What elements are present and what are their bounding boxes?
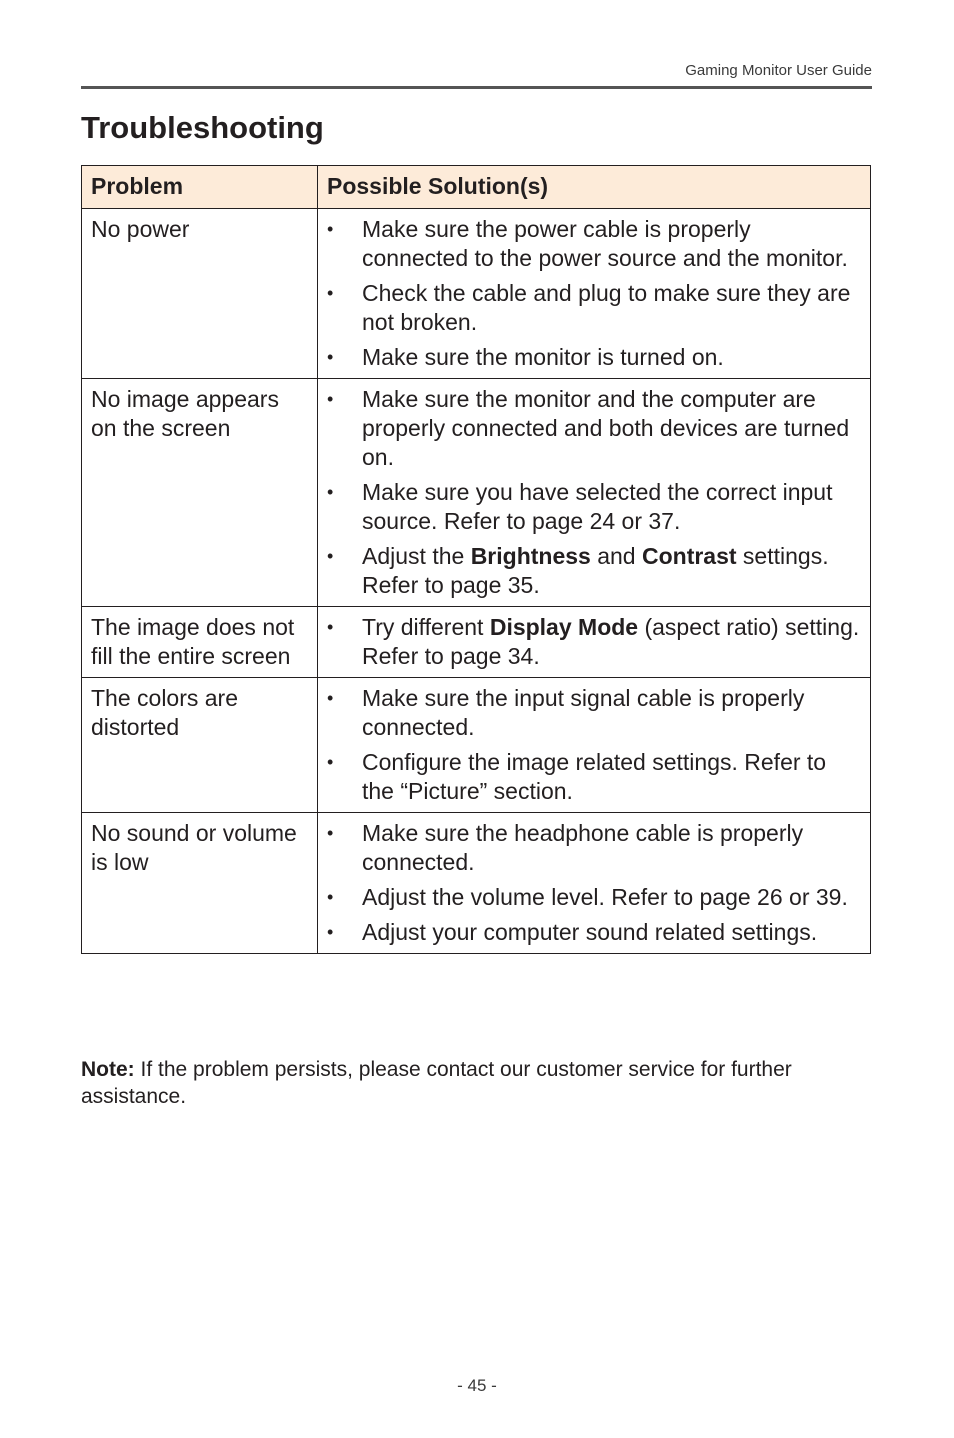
problem-cell: No image appears on the screen (82, 379, 318, 607)
solution-item (327, 748, 860, 806)
troubleshooting-table (81, 165, 871, 954)
bullet-icon: • (327, 389, 334, 409)
solution-list (327, 819, 860, 947)
table-row (82, 678, 871, 813)
solution-item (327, 215, 860, 273)
running-header: Gaming Monitor User Guide (685, 62, 872, 79)
solutions-cell (318, 379, 871, 607)
setting-name-contrast: Contrast (641, 543, 737, 569)
solution-text: Make sure the monitor and the computer are properly connected and both devices are turned on. (362, 386, 850, 470)
solutions-cell (318, 607, 871, 678)
solution-text: Make sure the input signal cable is properly connected. (362, 685, 805, 740)
solution-text: Make sure the monitor is turned on. (362, 344, 724, 370)
bullet-icon: • (327, 617, 334, 637)
solution-text (362, 614, 859, 669)
solution-text: Adjust the volume level. Refer to page 26 or 39. (362, 884, 848, 910)
solution-item (327, 684, 860, 742)
solution-text: Check the cable and plug to make sure they are not broken. (362, 280, 851, 335)
problem-cell: No power (82, 209, 318, 379)
solution-text (362, 543, 829, 598)
solution-item (327, 478, 860, 536)
page-number: - 45 - (457, 1376, 497, 1395)
solutions-cell (318, 209, 871, 379)
bullet-icon: • (327, 546, 334, 566)
problem-cell: The image does not fill the entire screen (82, 607, 318, 678)
solution-text: Make sure you have selected the correct input source. Refer to page 24 or 37. (362, 479, 833, 534)
solution-text: Adjust your computer sound related settings. (362, 919, 818, 945)
solution-item (327, 918, 860, 947)
bullet-icon: • (327, 922, 334, 942)
column-header-problem: Problem (82, 166, 318, 209)
solution-list (327, 613, 860, 671)
bullet-icon: • (327, 752, 334, 772)
column-header-solutions: Possible Solution(s) (318, 166, 871, 209)
header-divider (81, 86, 872, 89)
problem-cell: No sound or volume is low (82, 813, 318, 954)
table-row (82, 607, 871, 678)
solution-list (327, 215, 860, 372)
solution-text-part: Try different (362, 614, 490, 640)
page-title: Troubleshooting (81, 110, 324, 145)
solution-text-part: and (590, 543, 642, 569)
solution-list (327, 684, 860, 806)
solution-item (327, 279, 860, 337)
table-header-row (82, 166, 871, 209)
bullet-icon: • (327, 283, 334, 303)
bullet-icon: • (327, 482, 334, 502)
solution-item (327, 883, 860, 912)
solution-text-part: Adjust the (362, 543, 471, 569)
problem-cell: The colors are distorted (82, 678, 318, 813)
note-paragraph (81, 1056, 871, 1110)
solution-list (327, 385, 860, 600)
setting-name-display-mode: Display Mode (489, 614, 639, 640)
solution-text: Make sure the power cable is properly connected to the power source and the monitor. (362, 216, 848, 271)
solution-item (327, 343, 860, 372)
bullet-icon: • (327, 823, 334, 843)
bullet-icon: • (327, 887, 334, 907)
solution-text: Make sure the headphone cable is properly connected. (362, 820, 804, 875)
table-row (82, 379, 871, 607)
solution-item (327, 819, 860, 877)
table-row (82, 813, 871, 954)
solution-text-part: (aspect ratio) setting. Refer to page 34. (362, 614, 860, 669)
bullet-icon: • (327, 688, 334, 708)
solution-item (327, 613, 860, 671)
bullet-icon: • (327, 347, 334, 367)
note-text: If the problem persists, please contact our customer service for further assistance. (81, 1058, 792, 1108)
table-row (82, 209, 871, 379)
solutions-cell (318, 813, 871, 954)
setting-name-brightness: Brightness (470, 543, 591, 569)
bullet-icon: • (327, 219, 334, 239)
solutions-cell (318, 678, 871, 813)
solution-item (327, 385, 860, 472)
solution-text: Configure the image related settings. Refer to the “Picture” section. (362, 749, 827, 804)
note-label: Note: (81, 1058, 135, 1081)
solution-item (327, 542, 860, 600)
solution-text-part: settings. Refer to page 35. (362, 543, 829, 598)
